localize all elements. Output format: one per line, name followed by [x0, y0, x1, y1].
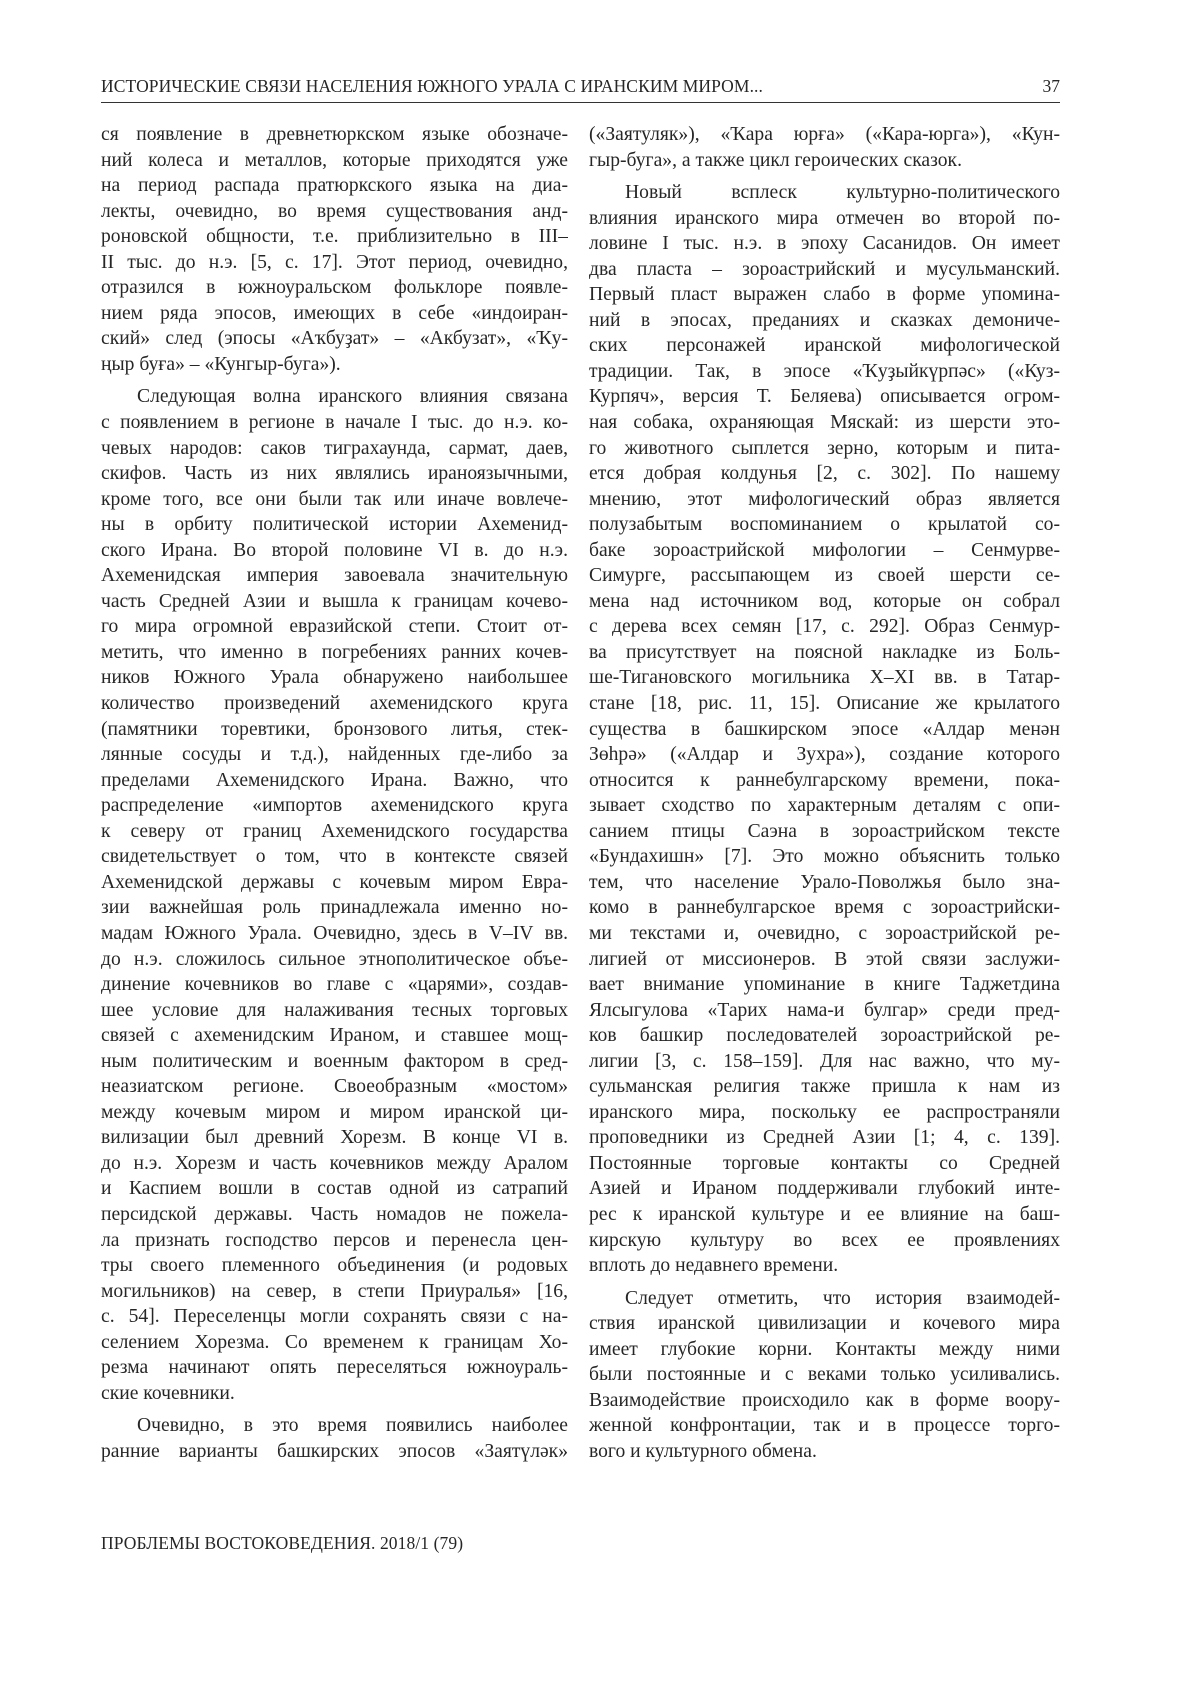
text-line: Ахеменидская империя завоевала значительную: [101, 565, 568, 587]
text-line: женной конфронтации, так и в процессе торго-: [589, 1415, 1060, 1437]
text-line: гыр-буга», а также цикл героических сказок.: [589, 149, 962, 171]
text-line: ков башкир последователей зороастрийской ре-: [589, 1025, 1060, 1047]
paragraph-gap: [101, 377, 568, 384]
text-line: ников Южного Урала обнаружено наибольшее: [101, 667, 568, 689]
text-line: ний в эпосах, преданиях и сказках демониче-: [589, 309, 1060, 331]
text-line: ва присутствует на поясной накладке из Боль-: [589, 641, 1060, 663]
text-line: метить, что именно в погребениях ранних кочев-: [101, 641, 568, 663]
text-line: Следующая волна иранского влияния связана: [137, 386, 568, 408]
text-line: Взаимодействие происходило как в форме воору-: [589, 1389, 1060, 1411]
paragraph-gap: [589, 1279, 1060, 1286]
journal-footer: ПРОБЛЕМЫ ВОСТОКОВЕДЕНИЯ. 2018/1 (79): [101, 1533, 464, 1553]
text-line: кроме того, все они были так или иначе вовлече-: [101, 488, 568, 510]
text-line: существа в башкирском эпосе «Алдар менән: [589, 718, 1060, 740]
text-line: тем, что население Урало-Поволжья было зна-: [589, 871, 1060, 893]
text-line: скифов. Часть из них являлись ираноязычными,: [101, 463, 568, 485]
text-line: Азией и Ираном поддерживали глубокий инте-: [589, 1178, 1060, 1200]
text-line: неазиатском регионе. Своеобразным «мостом»: [101, 1076, 568, 1098]
text-line: имеет глубокие корни. Контакты между ними: [589, 1338, 1060, 1360]
text-line: с дерева всех семян [17, с. 292]. Образ Сенмур-: [589, 616, 1060, 638]
text-line: Зөһрә» («Алдар и Зухра»), создание которого: [589, 744, 1060, 766]
text-line: ствия иранской цивилизации и кочевого мира: [589, 1313, 1060, 1335]
text-line: ным политическим и военным фактором в сред-: [101, 1050, 568, 1072]
text-line: мадам Южного Урала. Очевидно, здесь в V–IV вв.: [101, 922, 568, 944]
text-line: динение кочевников во главе с «царями», создав-: [101, 974, 568, 996]
text-line: вого и культурного обмена.: [589, 1440, 817, 1462]
text-line: шее условие для налаживания тесных торговых: [101, 999, 568, 1021]
text-line: Симурге, рассыпающем из своей шерсти се-: [589, 565, 1060, 587]
text-line: с появлением в регионе в начале I тыс. до н.э. ко-: [101, 412, 568, 434]
text-line: были постоянные и с веками только усиливались.: [589, 1364, 1060, 1386]
text-line: ны в орбиту политической истории Ахеменид-: [101, 514, 568, 536]
text-line: мена над источником вод, которые он собрал: [589, 590, 1060, 612]
running-title: ИСТОРИЧЕСКИЕ СВЯЗИ НАСЕЛЕНИЯ ЮЖНОГО УРАЛА С ИРАНСКИМ МИРОМ...: [101, 76, 763, 96]
text-line: мнению, этот мифологический образ является: [589, 488, 1060, 510]
paragraph-gap: [589, 173, 1060, 180]
text-line: лекты, очевидно, во время существования анд-: [101, 200, 568, 222]
text-line: нием ряда эпосов, имеющих в себе «индоиран-: [101, 302, 568, 324]
text-line: связей с ахеменидским Ираном, и ставшее мощ-: [101, 1025, 568, 1047]
text-line: комо в раннебулгарское время с зороастрийски-: [589, 897, 1060, 919]
left-column: [101, 122, 568, 1464]
right-column: [589, 122, 1060, 1464]
text-line: стане [18, рис. 11, 15]. Описание же крылатого: [589, 693, 1060, 715]
text-line: зывает сходство по характерным деталям с опи-: [589, 795, 1060, 817]
text-line: ная собака, охраняющая Мяскай: из шерсти это-: [589, 412, 1060, 434]
text-line: резма начинают опять переселяться южноураль-: [101, 1357, 568, 1379]
text-line: тры своего племенного объединения (и родовых: [101, 1255, 568, 1277]
text-line: II тыс. до н.э. [5, с. 17]. Этот период, очевидно,: [101, 251, 568, 273]
text-line: ранние варианты башкирских эпосов «Заятүләк»: [101, 1440, 568, 1462]
text-line: Постоянные торговые контакты со Средней: [589, 1152, 1060, 1174]
text-line: на период распада пратюркского языка на диа-: [101, 175, 568, 197]
text-line: с. 54]. Переселенцы могли сохранять связи с на-: [101, 1306, 568, 1328]
text-line: сульманская религия также пришла к нам из: [589, 1076, 1060, 1098]
text-line: (памятники торевтики, бронзового литья, стек-: [101, 718, 568, 740]
text-line: селением Хорезма. Со временем к границам Хо-: [101, 1331, 568, 1353]
text-line: Следует отметить, что история взаимодей-: [625, 1287, 1060, 1309]
text-line: отразился в южноуральском фольклоре появле-: [101, 277, 568, 299]
text-line: ми текстами и, очевидно, с зороастрийской ре-: [589, 922, 1060, 944]
text-line: часть Средней Азии и вышла к границам кочево-: [101, 590, 568, 612]
text-line: баке зороастрийской мифологии – Сенмурве-: [589, 539, 1060, 561]
text-line: влияния иранского мира отмечен во второй по-: [589, 207, 1060, 229]
text-line: и Каспием вошли в состав одной из сатрапий: [101, 1178, 568, 1200]
text-line: ся появление в древнетюркском языке обозначе-: [101, 124, 568, 145]
text-line: рес к иранской культуре и ее влияние на баш-: [589, 1203, 1060, 1225]
text-line: персидской державы. Часть номадов не пожела-: [101, 1203, 568, 1225]
text-line: до н.э. сложилось сильное этнополитическое объе-: [101, 948, 568, 970]
running-header: [101, 74, 1060, 103]
text-line: зии важнейшая роль принадлежала именно но-: [101, 897, 568, 919]
text-line: ского Ирана. Во второй половине VI в. до н.э.: [101, 539, 568, 561]
text-line: между кочевым миром и миром иранской ци-: [101, 1101, 568, 1123]
text-line: («Заятуляк»), «Ҡара юрға» («Кара-юрга»), «Кун-: [589, 124, 1060, 145]
text-line: ше-Тигановского могильника X–XI вв. в Татар-: [589, 667, 1060, 689]
text-line: Курпяч», версия Т. Беляева) описывается огром-: [589, 386, 1060, 408]
text-line: «Бундахишн» [7]. Это можно объяснить только: [589, 846, 1060, 868]
text-line: ские кочевники.: [101, 1382, 235, 1404]
text-line: чевых народов: саков тиграхаунда, сармат, даев,: [101, 437, 568, 459]
text-line: Первый пласт выражен слабо в форме упомина-: [589, 284, 1060, 306]
text-line: Ахеменидской державы с кочевым миром Евра-: [101, 871, 568, 893]
text-line: го мира огромной евразийской степи. Стоит от-: [101, 616, 568, 638]
text-line: Новый всплеск культурно-политического: [625, 182, 1060, 204]
text-line: ется добрая колдунья [2, с. 302]. По нашему: [589, 463, 1060, 485]
page-number: 37: [1042, 76, 1060, 96]
text-line: до н.э. Хорезм и часть кочевников между Аралом: [101, 1152, 568, 1174]
text-line: кирскую культуру во всех ее проявлениях: [589, 1229, 1060, 1251]
text-line: пределами Ахеменидского Ирана. Важно, что: [101, 769, 568, 791]
text-line: го животного сыплется зерно, которым и пита-: [589, 437, 1060, 459]
text-line: традиции. Так, в эпосе «Ҡуҙыйкүрпәс» («Куз-: [589, 360, 1060, 382]
text-line: Ялсыгулова «Тарих нама-и булгар» среди пред-: [589, 999, 1060, 1021]
text-line: лигией от миссионеров. В этой связи заслужи-: [589, 948, 1060, 970]
text-line: санием птицы Саэна в зороастрийском тексте: [589, 820, 1060, 842]
text-line: вилизации был древний Хорезм. В конце VI в.: [101, 1127, 568, 1149]
text-line: иранского мира, поскольку ее распространяли: [589, 1101, 1060, 1123]
text-line: ңыр буға» – «Кунгыр-буга»).: [101, 353, 341, 375]
text-line: ний колеса и металлов, которые приходятся уже: [101, 149, 568, 171]
paragraph-gap: [101, 1406, 568, 1413]
text-line: два пласта – зороастрийский и мусульманский.: [589, 258, 1060, 280]
text-line: распределение «импортов ахеменидского круга: [101, 795, 568, 817]
text-line: проповедники из Средней Азии [1; 4, с. 139].: [589, 1127, 1060, 1149]
text-line: ский» след (эпосы «Аҡбуҙат» – «Акбузат», «Ҡу-: [101, 328, 568, 350]
text-line: ских персонажей иранской мифологической: [589, 335, 1060, 357]
text-line: вплоть до недавнего времени.: [589, 1255, 839, 1277]
text-line: вает внимание упоминание в книге Таджетдина: [589, 974, 1060, 996]
text-line: относится к раннебулгарскому времени, пока-: [589, 769, 1060, 791]
text-line: могильников) на север, в степи Приуралья» [16,: [101, 1280, 568, 1302]
text-line: лянные сосуды и т.д.), найденных где-либо за: [101, 744, 568, 766]
text-line: свидетельствует о том, что в контексте связей: [101, 846, 568, 868]
text-line: ловине I тыс. н.э. в эпоху Сасанидов. Он имеет: [589, 233, 1060, 255]
text-line: количество произведений ахеменидского круга: [101, 693, 568, 715]
text-line: ла признать господство персов и перенесла цен-: [101, 1229, 568, 1251]
text-line: роновской общности, т.е. приблизительно в III–: [101, 226, 568, 248]
text-line: лигии [3, с. 158–159]. Для нас важно, что му-: [589, 1050, 1060, 1072]
text-line: полузабытым воспоминанием о крылатой со-: [589, 514, 1060, 536]
text-line: к северу от границ Ахеменидского государства: [101, 820, 568, 842]
text-line: Очевидно, в это время появились наиболее: [137, 1415, 568, 1437]
